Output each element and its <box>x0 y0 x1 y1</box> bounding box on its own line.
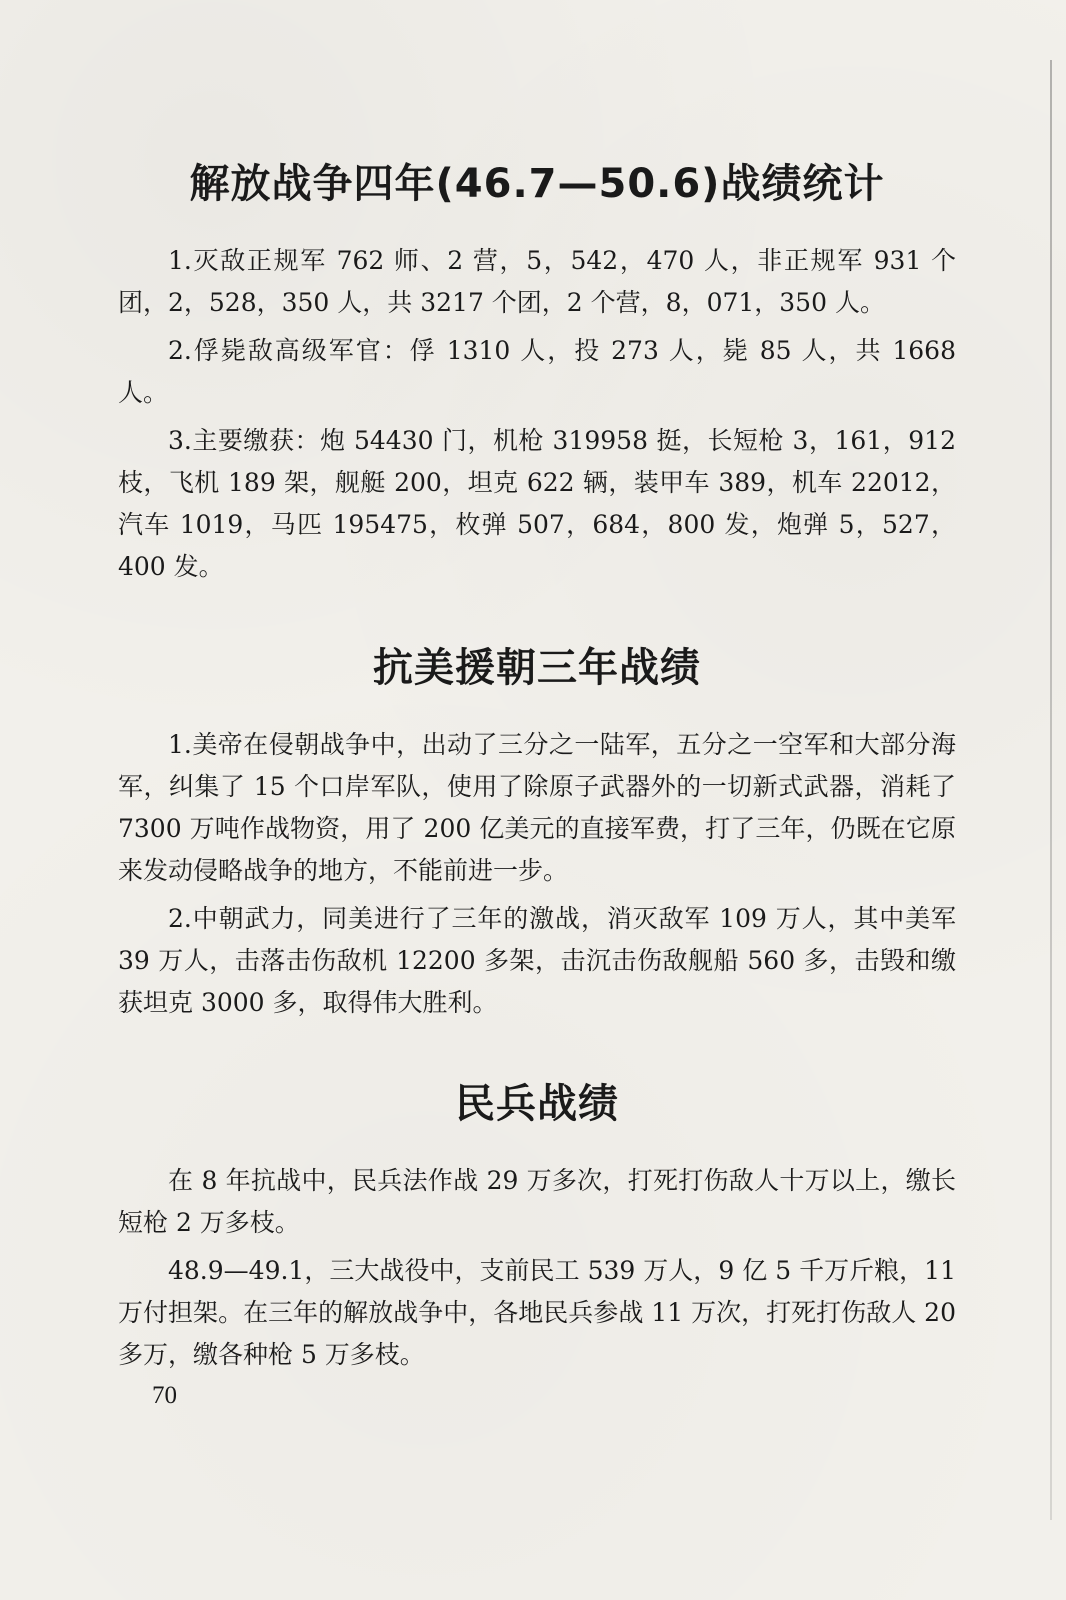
section-title: 民兵战绩 <box>455 1081 619 1127</box>
paragraph: 3.主要缴获：炮 54430 门，机枪 319958 挺，长短枪 3，161，912 枝，飞机 189 架，舰艇 200，坦克 622 辆，装甲车 389，机车 22012，汽车 1019，马匹 195475，枚弹 507，684，800 发，炮弹 5，527，400 发。 <box>118 426 956 581</box>
paragraph: 2.俘毙敌高级军官：俘 1310 人，投 273 人，毙 85 人，共 1668 人。 <box>118 336 956 407</box>
paragraph: 1.美帝在侵朝战争中，出动了三分之一陆军，五分之一空军和大部分海军，纠集了 15 个口岸军队，使用了除原子武器外的一切新式武器，消耗了 7300 万吨作战物资，用了 200 亿美元的直接军费，打了三年，仍既在它原来发动侵略战争的地方，不能前进一步。 <box>118 730 956 885</box>
section-militia <box>118 1080 956 1376</box>
page-edge-shadow <box>1050 60 1052 1520</box>
page-content <box>118 160 956 1382</box>
section-liberation-war <box>118 160 956 588</box>
paragraph: 1.灭敌正规军 762 师、2 营，5，542，470 人，非正规军 931 个团，2，528，350 人，共 3217 个团，2 个营，8，071，350 人。 <box>118 246 956 317</box>
section-title: 抗美援朝三年战绩 <box>373 645 701 691</box>
paragraph: 在 8 年抗战中，民兵法作战 29 万多次，打死打伤敌人十万以上，缴长短枪 2 万多枝。 <box>118 1166 956 1237</box>
section-title: 解放战争四年(46.7—50.6)战绩统计 <box>189 161 885 207</box>
paragraph: 48.9—49.1，三大战役中，支前民工 539 万人，9 亿 5 千万斤粮，11 万付担架。在三年的解放战争中，各地民兵参战 11 万次，打死打伤敌人 20 多万，缴各种枪 5 万多枝。 <box>118 1256 956 1369</box>
page-number: 70 <box>152 1382 177 1409</box>
paragraph: 2.中朝武力，同美进行了三年的激战，消灭敌军 109 万人，其中美军 39 万人，击落击伤敌机 12200 多架，击沉击伤敌舰船 560 多，击毁和缴获坦克 3000 多，取得伟大胜利。 <box>118 904 956 1017</box>
section-korean-war <box>118 644 956 1024</box>
